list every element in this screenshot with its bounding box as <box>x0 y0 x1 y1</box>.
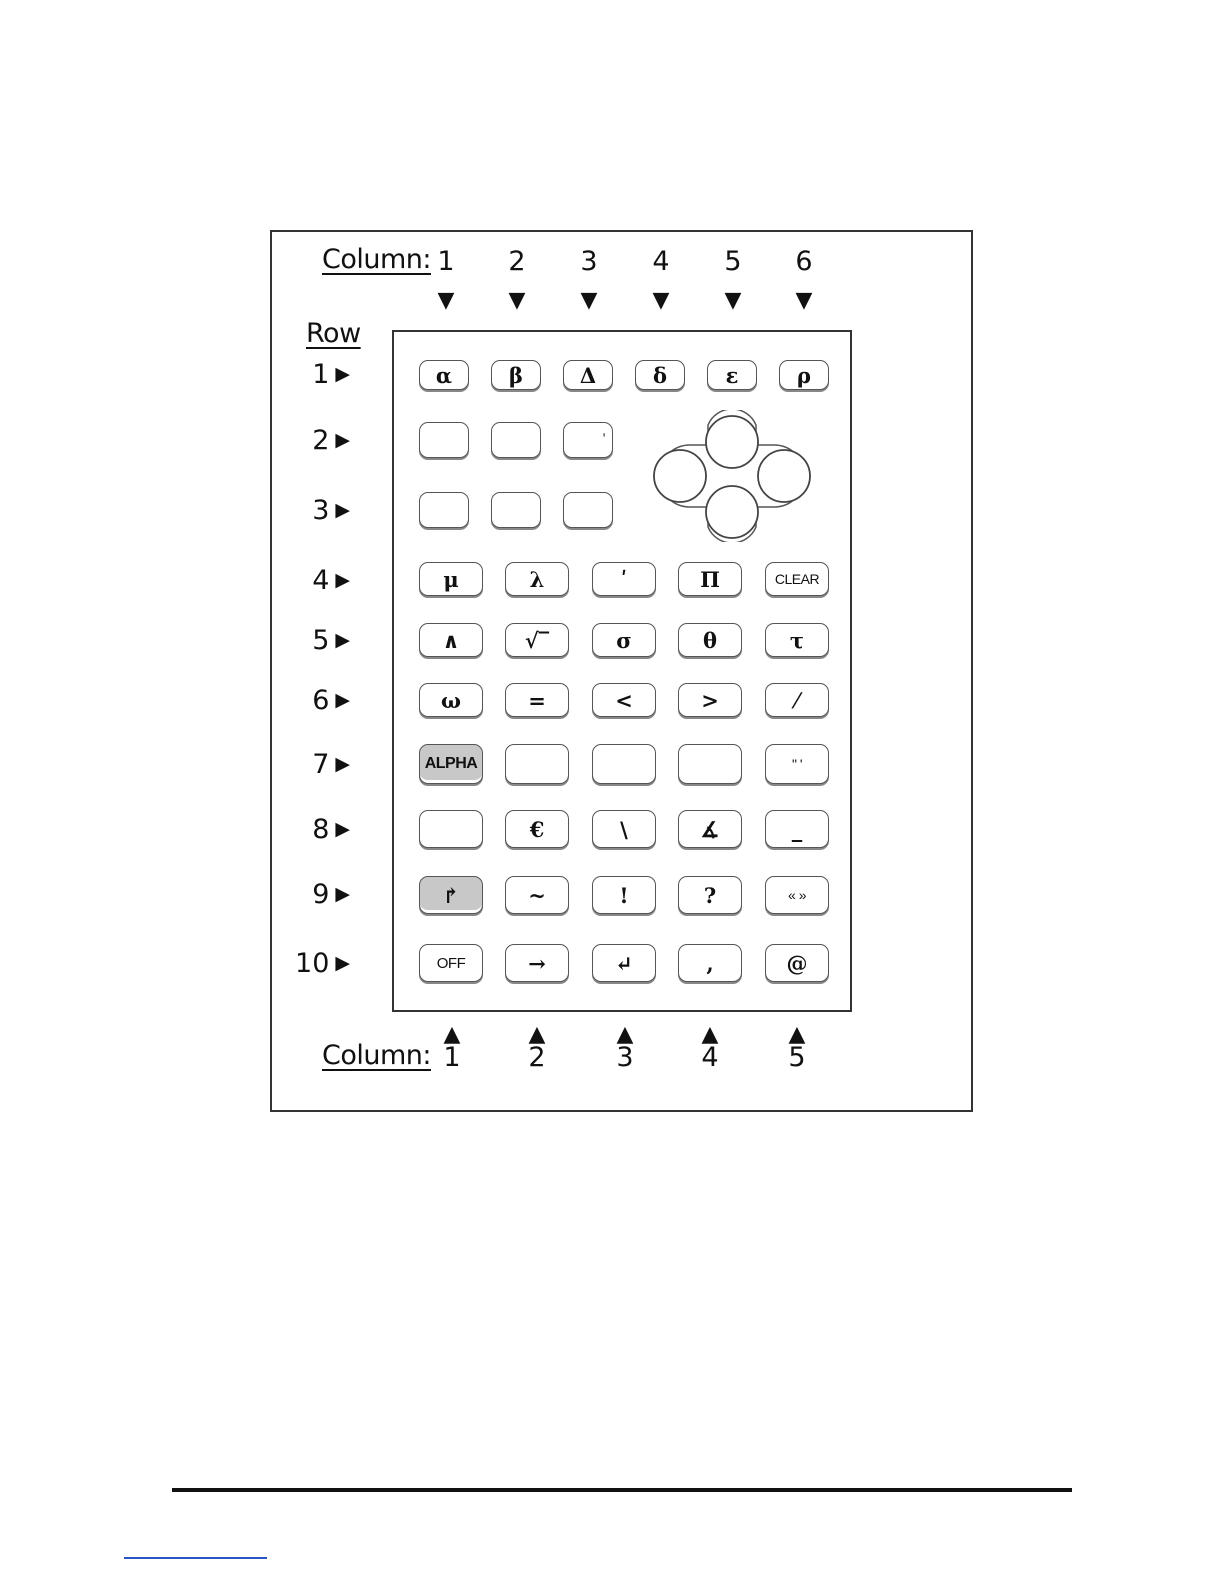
top-column-number: 1 <box>437 246 455 277</box>
key-r6-c4[interactable]: > <box>678 683 742 717</box>
key-r3-c2[interactable] <box>491 492 541 528</box>
top-column-number: 5 <box>724 246 742 277</box>
at-key[interactable]: @ <box>765 944 829 982</box>
key-r6-c3[interactable]: < <box>592 683 656 717</box>
key-r1-c4[interactable]: δ <box>635 360 685 390</box>
row-number: 9 <box>312 878 330 910</box>
quotes-key-label: " ' <box>791 756 803 772</box>
key-r2-c2[interactable] <box>491 422 541 458</box>
bottom-column-number: 4 <box>701 1042 719 1073</box>
key-r9-c4[interactable]: ? <box>678 876 742 914</box>
key-r1-c1[interactable]: α <box>419 360 469 390</box>
key-r7-c3[interactable] <box>592 744 656 784</box>
key-r9-c2[interactable]: ~ <box>505 876 569 914</box>
key-r1-c5[interactable]: ε <box>707 360 757 390</box>
key-r3-c3[interactable] <box>563 492 613 528</box>
key-r4-c2[interactable]: λ <box>505 562 569 596</box>
bottom-column-number: 3 <box>616 1042 634 1073</box>
top-column-number: 6 <box>795 246 813 277</box>
key-r5-c2[interactable]: √‾ <box>505 623 569 657</box>
down-arrow-icon: ▼ <box>795 288 813 313</box>
alpha-key[interactable] <box>419 744 483 784</box>
row-number: 3 <box>312 494 330 526</box>
up-arrow-icon: ▲ <box>443 1022 461 1047</box>
page-bottom-rule <box>172 1488 1072 1492</box>
down-arrow-key[interactable] <box>706 486 758 538</box>
key-r2-c3[interactable]: ˈ <box>563 422 613 458</box>
alpha-key-label: ALPHA <box>424 755 478 772</box>
row-label-9 <box>280 877 350 911</box>
key-r1-c6[interactable]: ρ <box>779 360 829 390</box>
enter-key[interactable]: ↵ <box>592 944 656 982</box>
down-arrow-icon: ▼ <box>652 288 670 313</box>
guillemets-key[interactable] <box>765 876 829 914</box>
direction-pad <box>648 410 816 542</box>
up-arrow-key[interactable] <box>706 416 758 468</box>
left-arrow-key[interactable] <box>654 450 706 502</box>
guillemets-key-label: « » <box>788 887 806 903</box>
top-column-caption: Column: <box>322 244 431 275</box>
row-label-3 <box>280 493 350 527</box>
row-number: 8 <box>312 813 330 845</box>
key-r4-c3[interactable]: ʹ <box>592 562 656 596</box>
right-arrow-icon: ▶ <box>335 363 350 385</box>
row-label-8 <box>280 812 350 846</box>
key-r8-c3[interactable]: \ <box>592 810 656 848</box>
down-arrow-icon: ▼ <box>724 288 742 313</box>
key-r7-c2[interactable] <box>505 744 569 784</box>
key-r10-c2[interactable]: → <box>505 944 569 982</box>
up-arrow-icon: ▲ <box>788 1022 806 1047</box>
key-r4-c1[interactable]: μ <box>419 562 483 596</box>
right-arrow-icon: ▶ <box>335 818 350 840</box>
right-arrow-icon: ▶ <box>335 629 350 651</box>
off-key-label: OFF <box>436 954 466 972</box>
right-arrow-key[interactable] <box>758 450 810 502</box>
key-r5-c5[interactable]: τ <box>765 623 829 657</box>
key-r10-c4[interactable]: , <box>678 944 742 982</box>
key-r8-c1[interactable] <box>419 810 483 848</box>
quotes-key[interactable] <box>765 744 829 784</box>
key-r2-c1[interactable] <box>419 422 469 458</box>
row-label-5 <box>280 623 350 657</box>
row-label-6 <box>280 683 350 717</box>
right-arrow-icon: ▶ <box>335 689 350 711</box>
bottom-column-number: 1 <box>443 1042 461 1073</box>
right-arrow-icon: ▶ <box>335 429 350 451</box>
key-r1-c3[interactable]: Δ <box>563 360 613 390</box>
right-arrow-icon: ▶ <box>335 569 350 591</box>
key-r6-c1[interactable]: ω <box>419 683 483 717</box>
up-arrow-icon: ▲ <box>701 1022 719 1047</box>
bottom-column-number: 2 <box>528 1042 546 1073</box>
down-arrow-icon: ▼ <box>580 288 598 313</box>
off-key[interactable] <box>419 944 483 982</box>
key-r6-c2[interactable]: = <box>505 683 569 717</box>
key-r9-c3[interactable]: ! <box>592 876 656 914</box>
top-column-number: 2 <box>508 246 526 277</box>
row-number: 1 <box>312 358 330 390</box>
key-r8-c5[interactable]: _ <box>765 810 829 848</box>
bottom-column-caption: Column: <box>322 1040 431 1071</box>
row-number: 10 <box>295 947 330 979</box>
row-number: 4 <box>312 564 330 596</box>
down-arrow-icon: ▼ <box>437 288 455 313</box>
up-arrow-icon: ▲ <box>528 1022 546 1047</box>
row-label-1 <box>280 357 350 391</box>
clear-key-label: CLEAR <box>774 571 820 587</box>
right-arrow-icon: ▶ <box>335 952 350 974</box>
right-arrow-icon: ▶ <box>335 499 350 521</box>
down-arrow-icon: ▼ <box>508 288 526 313</box>
clear-key[interactable] <box>765 562 829 596</box>
up-arrow-icon: ▲ <box>616 1022 634 1047</box>
key-r6-c5[interactable]: ⁄ <box>765 683 829 717</box>
key-r3-c1[interactable] <box>419 492 469 528</box>
row-caption: Row <box>306 318 361 349</box>
row-number: 7 <box>312 748 330 780</box>
row-number: 5 <box>312 624 330 656</box>
footnote-rule <box>124 1557 267 1559</box>
right-arrow-icon: ▶ <box>335 753 350 775</box>
right-shift-key[interactable]: ↱ <box>419 876 483 914</box>
key-r5-c3[interactable]: σ <box>592 623 656 657</box>
row-label-10 <box>280 946 350 980</box>
key-r5-c4[interactable]: θ <box>678 623 742 657</box>
row-number: 2 <box>312 424 330 456</box>
top-column-number: 4 <box>652 246 670 277</box>
key-r8-c4[interactable]: ∡ <box>678 810 742 848</box>
row-number: 6 <box>312 684 330 716</box>
row-label-4 <box>280 563 350 597</box>
key-r1-c2[interactable]: β <box>491 360 541 390</box>
right-arrow-icon: ▶ <box>335 883 350 905</box>
row-label-7 <box>280 747 350 781</box>
row-label-2 <box>280 423 350 457</box>
key-r4-c4[interactable]: Π <box>678 562 742 596</box>
bottom-column-number: 5 <box>788 1042 806 1073</box>
top-column-number: 3 <box>580 246 598 277</box>
key-r8-c2[interactable]: € <box>505 810 569 848</box>
key-r7-c4[interactable] <box>678 744 742 784</box>
key-r5-c1[interactable]: ∧ <box>419 623 483 657</box>
